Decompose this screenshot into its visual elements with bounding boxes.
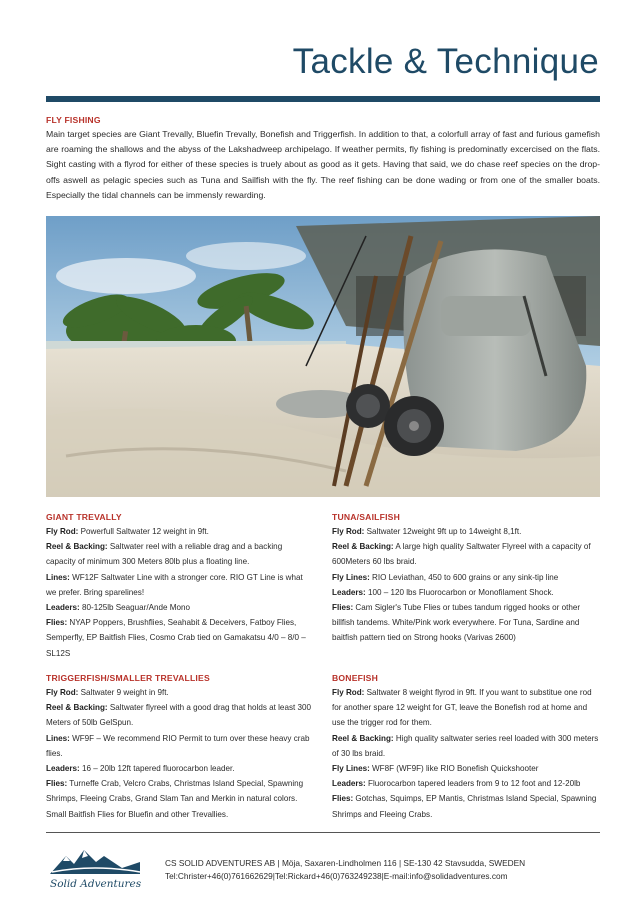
footer-contact (165, 857, 525, 883)
item-label: Leaders: (46, 603, 80, 613)
logo-text: Solid Adventures (50, 878, 142, 890)
footer-address: CS SOLID ADVENTURES AB | Möja, Saxaren-Lindholmen 116 | SE-130 42 Stavsudda, SWEDEN (165, 858, 526, 868)
item-label: Leaders: (332, 587, 366, 597)
list-item (46, 539, 314, 569)
item-label: Lines: (46, 572, 70, 582)
list-item (46, 776, 314, 822)
list-item (46, 700, 314, 730)
bonefish-list (332, 685, 600, 822)
list-item (46, 570, 314, 600)
item-label: Fly Rod: (332, 527, 365, 536)
list-item (46, 524, 314, 539)
list-item (332, 585, 600, 600)
item-label: Reel & Backing: (46, 703, 108, 713)
item-label: Leaders: (332, 779, 366, 789)
item-text: Turneffe Crab, Velcro Crabs, Christmas Island Special, Spawning Shrimps, Fleeing Crabs, Grand Slam Tan and Merkin in natural colors. Small Baitfish Flies for Bluefin and other Trevallies. (46, 779, 304, 819)
item-text: Saltwater 8 weight flyrod in 9ft. If you want to substitue one rod for another spare 12 weight for GT, leave the Bonefish rod at home and use the trigger rod for them. (332, 688, 592, 728)
list-item (332, 539, 600, 569)
list-item (46, 761, 314, 776)
list-item (332, 524, 600, 539)
mountain-logo-icon (44, 842, 148, 892)
item-label: Fly Rod: (46, 527, 79, 536)
item-text: Saltwater 9 weight in 9ft. (78, 688, 169, 697)
list-item (332, 776, 600, 791)
tuna-sailfish-heading: TUNA/SAILFISH (332, 512, 401, 522)
list-item (332, 791, 600, 821)
footer-phone-email: Tel:Christer+46(0)761662629|Tel:Rickard+46(0)763249238|E-mail:info@solidadventures.com (165, 871, 508, 881)
item-label: Flies: (46, 779, 68, 789)
item-label: Fly Rod: (332, 688, 365, 697)
list-item (332, 600, 600, 646)
giant-trevally-heading: GIANT TREVALLY (46, 512, 122, 522)
item-text: A large high quality Saltwater Flyreel with a capacity of 600Meters 60 lbs braid. (332, 542, 591, 567)
item-text: WF8F (WF9F) like RIO Bonefish Quickshooter (369, 764, 539, 774)
list-item (332, 685, 600, 731)
list-item (46, 685, 314, 700)
item-text: 100 – 120 lbs Fluorocarbon or Monofilament Shock. (365, 587, 554, 597)
item-text: RIO Leviathan, 450 to 600 grains or any sink-tip line (369, 572, 559, 582)
item-label: Fly Lines: (332, 764, 370, 774)
item-text: 80-125lb Seaguar/Ande Mono (79, 603, 190, 613)
item-text: NYAP Poppers, Brushflies, Seahabit & Deceivers, Fatboy Flies, Semperfly, EP Baitfish Flies, Cosmo Crab tied on Gamakatsu 4/0 – 8/0 – SL12S (46, 618, 306, 658)
item-text: Powerfull Saltwater 12 weight in 9ft. (78, 527, 209, 536)
list-item (46, 731, 314, 761)
item-label: Reel & Backing: (46, 542, 108, 552)
company-logo (44, 842, 148, 892)
item-label: Reel & Backing: (332, 542, 394, 552)
title-divider (46, 96, 600, 102)
fly-fishing-intro: Main target species are Giant Trevally, Bluefin Trevally, Bonefish and Triggerfish. In addition to that, a colorfull array of fast and furious gamefish are roaming the shallows and the abyss of the Lakshadweep archipelago. If weather permits, fly fishing is predominatly excercised on the flats. Sight casting with a flyrod for either of these species is truely about as good as it gets. Having that said, we do chase reef species on the drop-offs aswell as pelagic species such as Tuna and Sailfish with the fly. The reef fishing can be done wading or from one of the smaller boats. Especially the tidal channels can be immensly rewarding. (46, 129, 600, 200)
bonefish-heading: BONEFISH (332, 673, 379, 683)
list-item (46, 615, 314, 661)
item-label: Lines: (46, 733, 70, 743)
footer-divider (46, 832, 600, 833)
list-item (332, 731, 600, 761)
item-label: Fly Lines: (332, 572, 370, 582)
item-text: 16 – 20lb 12ft tapered fluorocarbon leader. (79, 764, 235, 774)
item-label: Flies: (332, 603, 354, 613)
fly-fishing-heading: FLY FISHING (46, 115, 101, 125)
item-label: Flies: (46, 618, 68, 628)
beach-photo-illustration (46, 216, 600, 497)
page-title: Tackle & Technique (292, 42, 599, 81)
item-label: Flies: (332, 794, 354, 804)
item-text: Gotchas, Squimps, EP Mantis, Christmas Island Special, Spawning Shrimps and Fleeing Crabs. (332, 794, 597, 819)
list-item (46, 600, 314, 615)
item-text: High quality saltwater series reel loaded with 300 meters of 30 lbs braid. (332, 733, 599, 758)
item-label: Fly Rod: (46, 688, 79, 697)
item-text: Saltwater reel with a reliable drag and a backing capacity of minimum 300 Meters 80lb plus a floating line. (46, 542, 283, 567)
item-text: WF12F Saltwater Line with a stronger core. RIO GT Line is what we prefer. Bring sparelines! (46, 572, 303, 597)
giant-trevally-list (46, 524, 314, 661)
item-text: Cam Sigler's Tube Flies or tubes tandum rigged hooks or other billfish tandems. White/Pink work everywhere. For Tuna, Sardine and baitfish pattern tied on Strong hooks (Varivas 2600) (332, 603, 581, 643)
list-item (332, 570, 600, 585)
item-label: Leaders: (46, 764, 80, 774)
beach-photo (46, 216, 600, 497)
triggerfish-heading: TRIGGERFISH/SMALLER TREVALLIES (46, 673, 210, 683)
list-item (332, 761, 600, 776)
item-text: Saltwater 12weight 9ft up to 14weight 8,1ft. (364, 527, 522, 536)
item-text: WF9F – We recommend RIO Permit to turn over these heavy crab flies. (46, 733, 310, 758)
tuna-sailfish-list (332, 524, 600, 646)
item-text: Saltwater flyreel with a good drag that holds at least 300 Meters of 50lb GelSpun. (46, 703, 311, 728)
item-text: Fluorocarbon tapered leaders from 9 to 12 foot and 12-20lb (365, 779, 581, 789)
triggerfish-list (46, 685, 314, 822)
item-label: Reel & Backing: (332, 733, 394, 743)
